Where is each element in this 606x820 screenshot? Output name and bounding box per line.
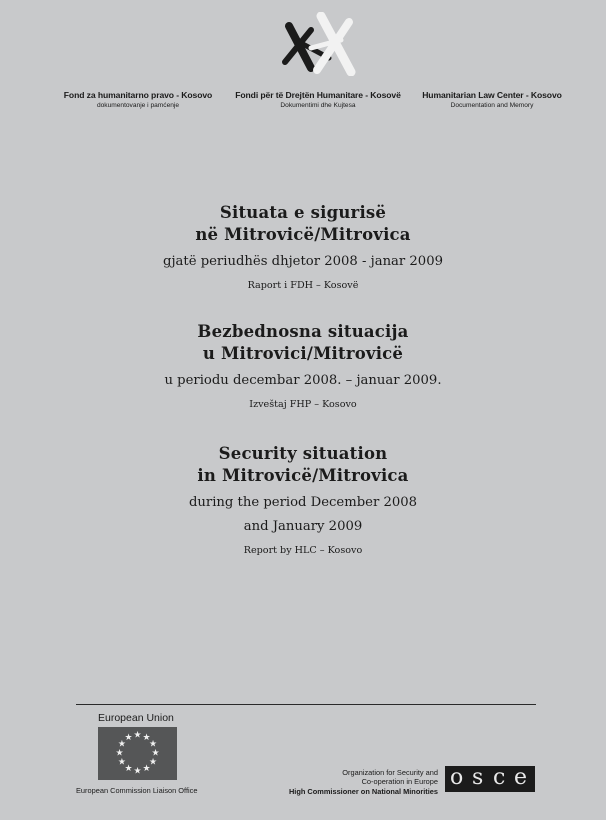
title-line: në Mitrovicë/Mitrovica [195,225,411,244]
title-line: Situata e sigurisë [219,203,387,222]
english-title-block [0,443,606,559]
osce-letter: e [514,765,528,790]
svg-text:★: ★ [133,766,142,777]
serbian-title-block [0,321,606,413]
org-name: Fondi për të Drejtën Humanitare - Kosovë [235,90,401,100]
svg-text:★: ★ [124,764,133,775]
report-label: Izveštaj FHP – Kosovo [249,399,357,410]
osce-letter: s [472,765,484,790]
svg-text:★: ★ [117,739,126,750]
osce-logo [445,766,535,792]
period-text: and January 2009 [243,519,363,534]
footer-divider [76,704,536,705]
title-line: Bezbednosna situacija [197,322,409,341]
osce-line: Organization for Security and [342,768,438,777]
eu-flag-icon [98,727,177,780]
osce-letter: o [450,765,464,790]
osce-line: Co-operation in Europe [361,777,438,787]
svg-text:★: ★ [115,748,124,759]
albanian-title-block [0,202,606,294]
eu-stars-icon [98,727,177,780]
hlc-x-logo [281,12,357,76]
org-fhp-serbian [52,90,224,109]
title-line: Security situation [218,444,388,463]
period-text: gjatë periudhës dhjetor 2008 - janar 2009 [163,254,443,269]
org-subtitle: Documentation and Memory [450,102,534,109]
report-label: Report by HLC – Kosovo [243,545,363,556]
osce-hcnm-text [289,768,438,796]
svg-text:★: ★ [151,748,160,759]
report-label: Raport i FDH – Kosovë [247,280,359,291]
org-subtitle: dokumentovanje i pamćenje [96,102,180,109]
svg-text:★: ★ [133,730,142,741]
svg-text:★: ★ [142,764,151,775]
period-text: during the period December 2008 [188,495,418,510]
title-line: in Mitrovicë/Mitrovica [197,466,409,485]
period-text: u periodu decembar 2008. – januar 2009. [164,373,442,388]
org-subtitle: Dokumentimi dhe Kujtesa [280,102,356,109]
svg-text:★: ★ [124,732,133,743]
osce-letter: c [493,765,506,790]
svg-text:★: ★ [142,732,151,743]
svg-text:★: ★ [149,739,158,750]
org-name: Humanitarian Law Center - Kosovo [422,90,562,100]
org-fdh-albanian [226,90,410,109]
eu-subtitle: European Commission Liaison Office [76,786,198,795]
svg-text:★: ★ [117,757,126,768]
title-line: u Mitrovici/Mitrovicë [202,344,404,363]
eu-title: European Union [98,712,174,724]
org-name: Fond za humanitarno pravo - Kosovo [63,90,213,100]
org-hlc-english [412,90,572,109]
osce-line: High Commissioner on National Minorities [288,786,438,796]
svg-text:★: ★ [149,757,158,768]
